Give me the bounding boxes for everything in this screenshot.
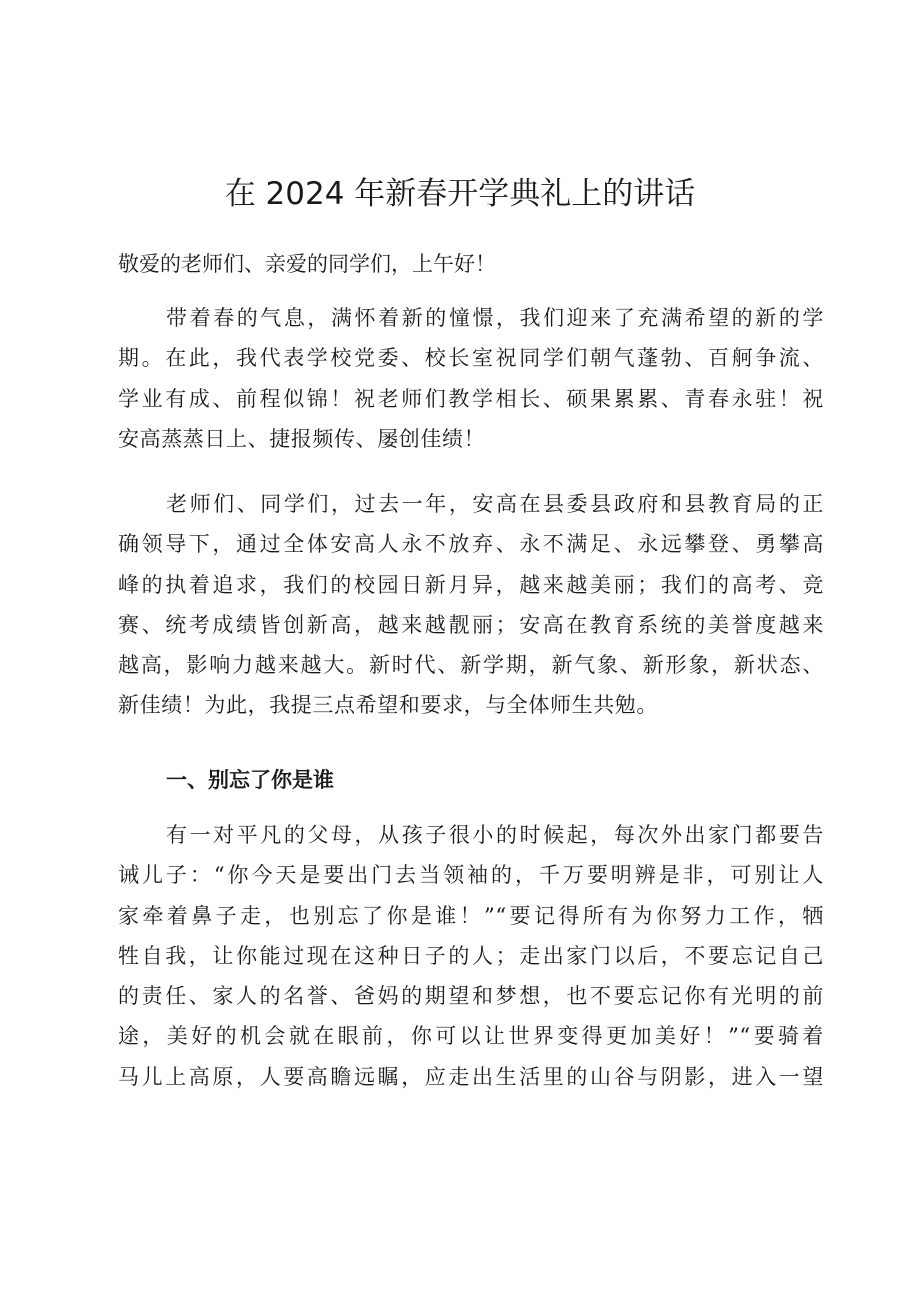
paragraph-line: 安高蒸蒸日上、捷报频传、屡创佳绩！ <box>118 426 486 451</box>
paragraph-1 <box>118 298 824 459</box>
paragraph-line: 期。在此，我代表学校党委、校长室祝同学们朝气蓬勃、百舸争流、 <box>118 346 824 371</box>
paragraph-line: 牲自我，让你能过现在这种日子的人；走出家门以后，不要忘记自己 <box>118 943 824 968</box>
paragraph-2 <box>118 484 824 726</box>
paragraph-line: 赛、统考成绩皆创新高，越来越靓丽；安高在教育系统的美誉度越来 <box>118 612 824 637</box>
paragraph-3 <box>118 815 824 1097</box>
paragraph-line: 老师们、同学们，过去一年，安高在县委县政府和县教育局的正 <box>166 492 824 516</box>
paragraph-line: 新佳绩！为此，我提三点希望和要求，与全体师生共勉。 <box>118 693 658 718</box>
paragraph-line: 越高，影响力越来越大。新时代、新学期，新气象、新形象，新状态、 <box>118 653 824 678</box>
paragraph-line: 的责任、家人的名誉、爸妈的期望和梦想，也不要忘记你有光明的前 <box>118 984 824 1009</box>
paragraph-line: 途，美好的机会就在眼前，你可以让世界变得更加美好！”“要骑着 <box>118 1024 824 1049</box>
paragraph-line: 学业有成、前程似锦！祝老师们教学相长、硕果累累、青春永驻！祝 <box>118 386 824 411</box>
salutation: 敬爱的老师们、亲爱的同学们，上午好！ <box>118 252 496 276</box>
section-heading: 一、别忘了你是谁 <box>166 768 334 792</box>
paragraph-line: 有一对平凡的父母，从孩子很小的时候起，每次外出家门都要告 <box>166 823 824 847</box>
paragraph-line: 马儿上高原，人要高瞻远瞩，应走出生活里的山谷与阴影，进入一望 <box>118 1064 824 1089</box>
document-title: 在 2024 年新春开学典礼上的讲话 <box>224 176 696 212</box>
paragraph-line: 带着春的气息，满怀着新的憧憬，我们迎来了充满希望的新的学 <box>166 306 824 330</box>
paragraph-line: 确领导下，通过全体安高人永不放弃、永不满足、永远攀登、勇攀高 <box>118 532 824 557</box>
paragraph-line: 家牵着鼻子走，也别忘了你是谁！”“要记得所有为你努力工作，牺 <box>118 903 824 928</box>
paragraph-line: 峰的执着追求，我们的校园日新月异，越来越美丽；我们的高考、竞 <box>118 572 824 597</box>
paragraph-line: 诫儿子：“你今天是要出门去当领袖的，千万要明辨是非，可别让人 <box>118 863 824 888</box>
